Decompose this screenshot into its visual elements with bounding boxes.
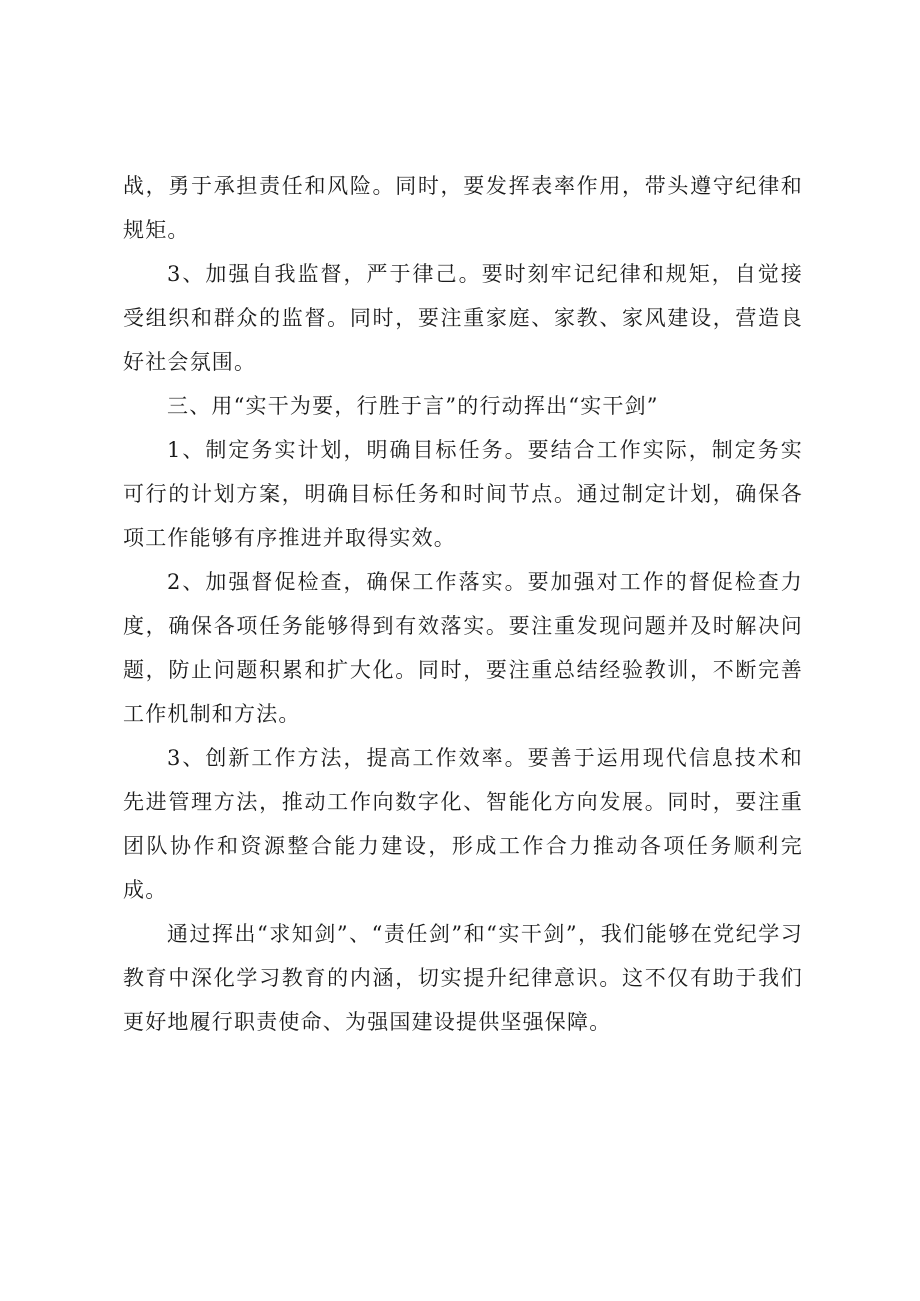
document-body — [123, 164, 803, 1044]
section-heading-3: 三、用“实干为要，行胜于言”的行动挥出“实干剑” — [167, 394, 659, 418]
paragraph-item-3-innovation: 3、创新工作方法，提高工作效率。要善于运用现代信息技术和先进管理方法，推动工作向数字化、智能化方向发展。同时，要注重团队协作和资源整合能力建设，形成工作合力推动各项任务顺利完成。 — [123, 746, 803, 902]
paragraph-item-3-self-supervision: 3、加强自我监督，严于律己。要时刻牢记纪律和规矩，自觉接受组织和群众的监督。同时，要注重家庭、家教、家风建设，营造良好社会氛围。 — [123, 262, 803, 374]
paragraph-item-2-inspection: 2、加强督促检查，确保工作落实。要加强对工作的督促检查力度，确保各项任务能够得到有效落实。要注重发现问题并及时解决问题，防止问题积累和扩大化。同时，要注重总结经验教训，不断完善工作机制和方法。 — [123, 570, 803, 726]
paragraph-conclusion: 通过挥出“求知剑”、“责任剑”和“实干剑”，我们能够在党纪学习教育中深化学习教育的内涵，切实提升纪律意识。这不仅有助于我们更好地履行职责使命、为强国建设提供坚强保障。 — [123, 922, 803, 1034]
paragraph-continuation: 战，勇于承担责任和风险。同时，要发挥表率作用，带头遵守纪律和规矩。 — [123, 174, 803, 242]
paragraph-item-1-plan: 1、制定务实计划，明确目标任务。要结合工作实际，制定务实可行的计划方案，明确目标任务和时间节点。通过制定计划，确保各项工作能够有序推进并取得实效。 — [123, 438, 803, 550]
